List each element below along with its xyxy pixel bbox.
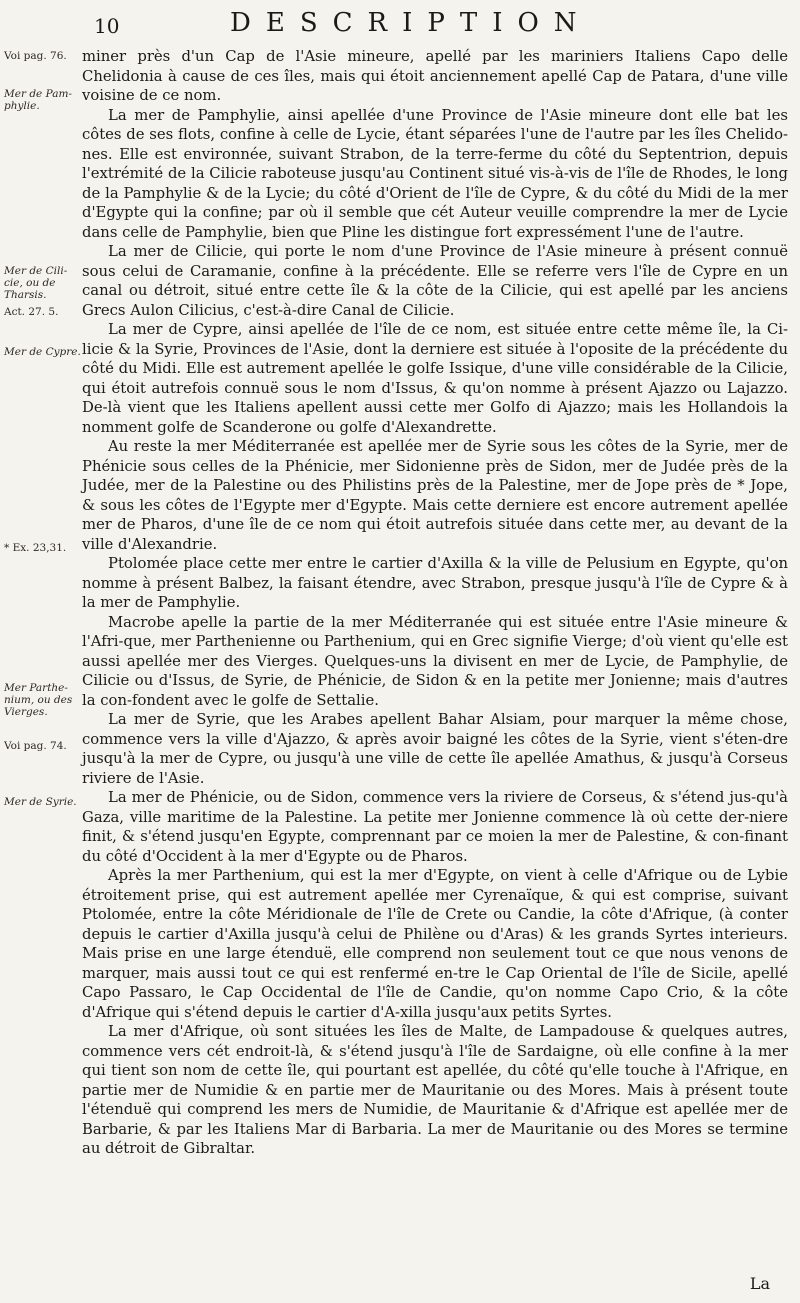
- paragraph: La mer d'Afrique, où sont situées les îles de Malte, de Lampadouse & quelques autres, commence vers cét endroit-là, & s'étend jusqu'à l'île de Sardaigne, où elle confine à la mer qui tient son nom de cette île, qui pourtant est apellée, du côté qu'elle touche à l'Afrique, en partie mer de Numidie & en partie mer de Mauritanie ou des Mores. Mais à présent toute l'étenduë qui comprend les mers de Numidie, de Mauritanie & d'Afrique est apellée mer de Barbarie, & par les Italiens Mar di Barbaria. La mer de Mauritanie ou des Mores se termine au détroit de Gibraltar.: [82, 1023, 788, 1157]
- paragraph: miner près d'un Cap de l'Asie mineure, apellé par les mariniers Italiens Capo delle Chelidonia à cause de ces îles, mais qui étoit anciennement apellé Cap de Patara, d'une ville voisine de ce nom.: [82, 48, 788, 104]
- margin-note-syrie: Mer de Syrie.: [4, 796, 77, 808]
- margin-reference: Act. 27. 5.: [4, 306, 59, 318]
- paragraph: La mer de Phénicie, ou de Sidon, commence vers la riviere de Corseus, & s'étend jus-qu'à Gaza, ville maritime de la Palestine. La petite mer Jonienne commence là où cette der-niere finit, & s'étend jusqu'en Egypte, comprennant par ce moien la mer de Palestine, & con-finant du côté d'Occident à la mer d'Egypte ou de Pharos.: [82, 789, 788, 865]
- paragraph: Après la mer Parthenium, qui est la mer d'Egypte, on vient à celle d'Afrique ou de Lybie étroitement prise, qui est autrement apellée mer Cyrenaïque, & qui est comprise, suivant Ptolomée, entre la côte Méridionale de l'île de Crete ou Candie, la côte d'Afrique, (à conter depuis le cartier d'Axilla jusqu'à celui de Philène ou d'Aras) & les grands Syrtes interieurs. Mais prise en une large étenduë, elle comprend non seulement tout ce que nous venons de marquer, mais aussi tout ce qui est renfermé en-tre le Cap Oriental de l'île de Sicile, apellé Capo Passaro, le Cap Occidental de l'île de Candie, qu'on nomme Capo Crio, & la côte d'Afrique qui s'étend depuis le cartier d'A-xilla jusqu'aux petits Syrtes.: [82, 867, 788, 1021]
- margin-note-pamphylie: Mer de Pam-phylie.: [4, 88, 72, 112]
- paragraph: Ptolomée place cette mer entre le cartier d'Axilla & la ville de Pelusium en Egypte, qu'on nomme à présent Balbez, la faisant étendre, avec Strabon, presque jusqu'à l'île de Cypre & à la mer de Pamphylie.: [82, 555, 788, 611]
- margin-reference: Voi pag. 76.: [4, 50, 67, 62]
- paragraph: Au reste la mer Méditerranée est apellée mer de Syrie sous les côtes de la Syrie, mer de Phénicie sous celles de la Phénicie, mer Sidonienne près de Sidon, mer de Judée près de la Judée, mer de la Palestine ou des Philistins près de la Palestine, mer de Jope près de * Jope, & sous les côtes de l'Egypte mer d'Egypte. Mais cette derniere est encore autrement apellée mer de Pharos, d'une île de ce nom qui étoit autrefois située dans cette mer, au devant de la ville d'Alexandrie.: [82, 438, 788, 553]
- paragraph: Macrobe apelle la partie de la mer Méditerranée qui est située entre l'Asie mineure & l'Afri-que, mer Parthenienne ou Parthenium, qui en Grec signifie Vierge; d'où vient qu'elle est aussi apellée mer des Vierges. Quelques-uns la divisent en mer de Lycie, de Pamphylie, de Cilicie ou d'Issus, de Syrie, de Phénicie, de Sidon & en la petite mer Jonienne; mais d'autres la con-fondent avec le golfe de Settalie.: [82, 613, 788, 709]
- margin-note-parthenium: Mer Parthe-nium, ou des Vierges.: [4, 682, 73, 718]
- paragraph: La mer de Cypre, ainsi apellée de l'île de ce nom, est située entre cette même île, la Ci-licie & la Syrie, Provinces de l'Asie, dont la derniere est située à l'oposite de la précédente du côté du Midi. Elle est autrement apellée le golfe Issique, d'une ville considérable de la Cilicie, qui étoit autrefois connuë sous le nom d'Issus, & qu'on nomme à présent Ajazzo ou Lajazzo. De-là vient que les Italiens apellent aussi cette mer Golfo di Ajazzo; mais les Hollandois la nomment golfe de Scanderone ou golfe d'Alexandrette.: [82, 321, 788, 436]
- running-title: DESCRIPTION: [230, 8, 592, 38]
- margin-reference: * Ex. 23,31.: [4, 542, 67, 554]
- paragraph: La mer de Cilicie, qui porte le nom d'une Province de l'Asie mineure à présent connuë sous celui de Caramanie, confine à la précédente. Elle se referre vers l'île de Cypre en un canal ou détroit, situé entre cette île & la côte de la Cilicie, qui est apellé par les anciens Grecs Aulon Cilicius, c'est-à-dire Canal de Cilicie.: [82, 243, 788, 319]
- margin-note-cypre: Mer de Cypre.: [4, 346, 81, 358]
- body-text: [82, 47, 788, 1159]
- page-header: [0, 6, 800, 46]
- catchword: La: [749, 1274, 770, 1293]
- paragraph: La mer de Syrie, que les Arabes apellent Bahar Alsiam, pour marquer la même chose, commence vers la ville d'Ajazzo, & après avoir baigné les côtes de la Syrie, vient s'éten-dre jusqu'à la mer de Cypre, ou jusqu'à une ville de cette île apellée Amathus, & jusqu'à Corseus riviere de l'Asie.: [82, 711, 788, 787]
- margin-reference: Voi pag. 74.: [4, 740, 67, 752]
- paragraph: La mer de Pamphylie, ainsi apellée d'une Province de l'Asie mineure dont elle bat les côtes de ses flots, confine à celle de Lycie, étant séparées l'une de l'autre par les îles Chelido-nes. Elle est environnée, suivant Strabon, de la terre-ferme du côté du Septentrion, depuis l'extrémité de la Cilicie raboteuse jusqu'au Continent situé vis-à-vis de l'île de Rhodes, le long de la Pamphylie & de la Lycie; du côté d'Orient de l'île de Cypre, & du côté du Midi de la mer d'Egypte qui la confine; par où il semble que cét Auteur veuille comprendre la mer de Lycie dans celle de Pamphylie, bien que Pline les distingue fort expressément l'une de l'autre.: [82, 106, 788, 241]
- page-number: 10: [94, 14, 120, 38]
- margin-note-cilicie: Mer de Cili-cie, ou de Tharsis.: [4, 265, 68, 301]
